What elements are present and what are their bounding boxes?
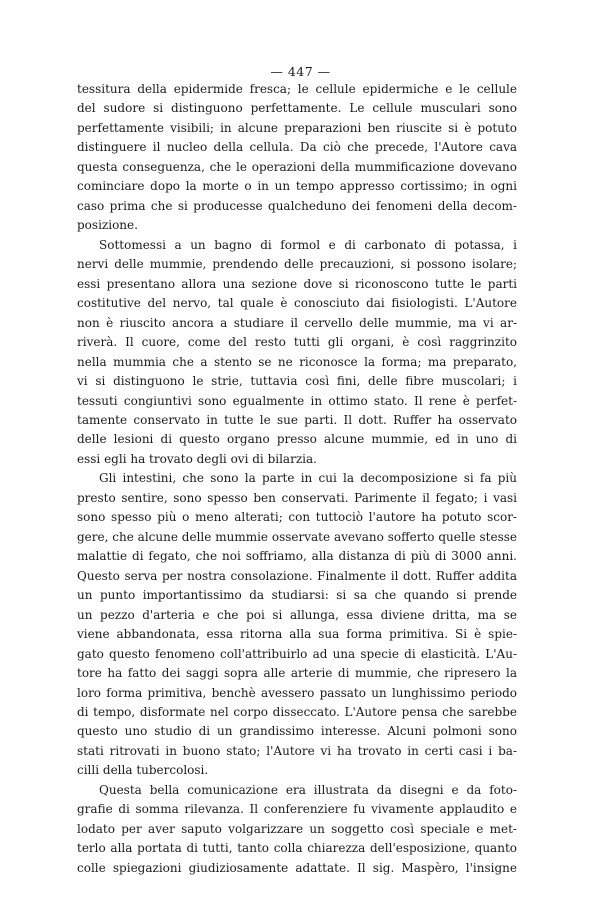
text-line: lodato per aver saputo volgarizzare un soggetto così speciale e met- <box>77 821 517 836</box>
text-line: questa conseguenza, che le operazioni della mummificazione dovevano <box>77 159 517 174</box>
text-line: nervi delle mummie, prendendo delle precauzioni, si possono isolare; <box>77 257 517 272</box>
text-line: un pezzo d'arteria e che poi si allunga, essa diviene dritta, ma se <box>77 607 517 622</box>
text-line: presto sentire, sono spesso ben conservati. Parimente il fegato; i vasi <box>77 490 517 505</box>
text-line: cominciare dopo la morte o in un tempo appresso cortissimo; in ogni <box>77 179 517 194</box>
text-line: del sudore si distinguono perfettamente. Le cellule musculari sono <box>77 101 517 116</box>
text-line: tore ha fatto dei saggi sopra alle arterie di mummie, che ripresero la <box>77 666 517 681</box>
text-line: colle spiegazioni giudiziosamente adattate. Il sig. Maspèro, l'insigne <box>77 860 517 875</box>
paragraph-mummification <box>77 80 517 236</box>
paragraph-nerves-organs <box>77 236 517 470</box>
text-line: Questa bella comunicazione era illustrata da disegni e da foto- <box>99 782 517 797</box>
text-line: tamente conservato in tutte le sue parti. Il dott. Ruffer ha osservato <box>77 412 517 427</box>
paragraph-communication <box>77 781 517 878</box>
body-text <box>77 80 517 878</box>
text-line: Gli intestini, che sono la parte in cui la decomposizione si fa più <box>99 471 517 486</box>
text-line: sono spesso più o meno alterati; con tuttociò l'autore ha potuto scor- <box>77 510 517 525</box>
text-line: di tempo, disformate nel corpo disseccato. L'Autore pensa che sarebbe <box>77 705 517 719</box>
text-line: loro forma primitiva, benchè avessero passato un lunghissimo periodo <box>77 685 517 700</box>
text-line: viene abbandonata, essa ritorna alla sua forma primitiva. Si è spie- <box>77 627 517 642</box>
text-line: grafie di somma rilevanza. Il conferenziere fu vivamente applaudito e <box>77 802 517 817</box>
text-line: nella mummia che a stento se ne riconosce la forma; ma preparato, <box>77 354 517 369</box>
page-number: — 447 — <box>270 64 331 79</box>
text-line: distinguere il nucleo della cellula. Da ciò che precede, l'Autore cava <box>77 140 517 155</box>
text-line: malattie di fegato, che noi soffriamo, alla distanza di più di 3000 anni. <box>77 549 517 564</box>
text-line: gere, che alcune delle mummie osservate avevano sofferto quelle stesse <box>77 529 517 544</box>
paragraph-intestines <box>77 469 517 781</box>
text-line: questo uno studio di un grandissimo interesse. Alcuni polmoni sono <box>77 724 517 739</box>
text-line: essi egli ha trovato degli ovi di bilarzia. <box>77 451 317 466</box>
text-line: Questo serva per nostra consolazione. Finalmente il dott. Ruffer addita <box>77 568 517 583</box>
text-line: vi si distinguono le strie, tuttavia così fini, delle fibre muscolari; i <box>77 374 517 389</box>
text-line: costitutive del nervo, tal quale è conosciuto dai fisiologisti. L'Autore <box>77 296 517 311</box>
text-line: delle lesioni di questo organo presso alcune mummie, ed in uno di <box>77 432 517 447</box>
text-line: stati ritrovati in buono stato; l'Autore vi ha trovato in certi casi i ba- <box>77 743 517 758</box>
text-line: terlo alla portata di tutti, tanto colla chiarezza dell'esposizione, quanto <box>77 841 517 856</box>
text-line: Sottomessi a un bagno di formol e di carbonato di potassa, i <box>99 237 517 252</box>
text-line: caso prima che si producesse qualcheduno dei fenomeni della decom- <box>77 198 517 213</box>
text-line: tessitura della epidermide fresca; le cellule epidermiche e le cellule <box>77 82 517 96</box>
text-line: tessuti congiuntivi sono egualmente in ottimo stato. Il rene è perfet- <box>77 393 517 408</box>
text-line: riverà. Il cuore, come del resto tutti gli organi, è così raggrinzito <box>77 335 517 350</box>
text-line: perfettamente visibili; in alcune preparazioni ben riuscite si è potuto <box>77 120 517 135</box>
text-line: essi presentano allora una sezione dove si riconoscono tutte le parti <box>77 276 517 291</box>
text-line: non è riuscito ancora a studiare il cervello delle mummie, ma vi ar- <box>77 315 517 330</box>
text-line: gato questo fenomeno coll'attribuirlo ad una specie di elasticità. L'Au- <box>77 646 517 661</box>
text-line: un punto importantissimo da studiarsi: si sa che quando si prende <box>77 588 517 603</box>
text-line: cilli della tubercolosi. <box>77 763 209 778</box>
text-line: posizione. <box>77 218 138 233</box>
